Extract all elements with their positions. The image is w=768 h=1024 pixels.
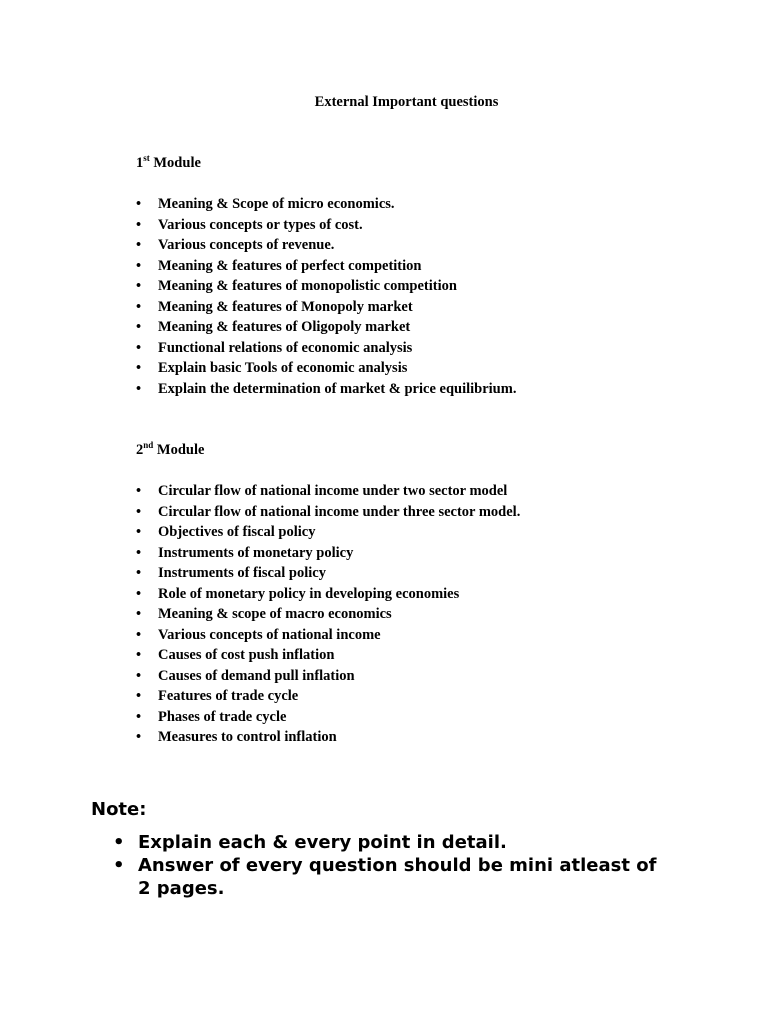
list-item (136, 358, 516, 379)
list-item (136, 604, 520, 625)
list-item (136, 256, 516, 277)
list-item (136, 317, 516, 338)
list-item (136, 522, 520, 543)
list-item (136, 338, 516, 359)
list-item (136, 543, 520, 564)
bullet-marker: • (136, 688, 142, 704)
list-item (136, 625, 520, 646)
bullet-marker: • (136, 606, 142, 622)
bullet-marker: • (136, 565, 142, 581)
bullet-marker: • (136, 298, 142, 315)
document-title: External Important questions (314, 94, 499, 110)
module-2-question-list (136, 481, 520, 748)
question-text: Instruments of fiscal policy (158, 565, 326, 581)
question-text: Causes of demand pull inflation (158, 667, 355, 684)
bullet-marker: • (136, 544, 142, 561)
list-item (136, 481, 520, 502)
question-text: Objectives of fiscal policy (158, 524, 316, 540)
question-text: Meaning & scope of macro economics (158, 606, 392, 622)
note-text: Explain each & every point in detail. (138, 832, 507, 853)
bullet-marker: • (136, 339, 142, 356)
question-text: Circular flow of national income under two sector model (158, 483, 508, 499)
question-text: Various concepts of revenue. (158, 237, 335, 253)
bullet-marker: • (136, 319, 142, 335)
bullet-marker: • (136, 196, 142, 212)
question-text: Various concepts or types of cost. (158, 216, 363, 233)
list-item (136, 727, 520, 748)
question-text: Phases of trade cycle (158, 708, 287, 725)
bullet-marker: • (136, 585, 142, 602)
module-2-heading (136, 441, 204, 459)
bullet-marker: • (136, 626, 142, 643)
list-item (136, 584, 520, 605)
bullet-marker: • (136, 708, 142, 725)
list-item (113, 854, 713, 900)
question-text: Meaning & features of Monopoly market (158, 298, 413, 315)
question-text: Explain the determination of market & price equilibrium. (158, 380, 517, 397)
question-text: Role of monetary policy in developing economies (158, 585, 460, 602)
bullet-marker: • (136, 237, 142, 253)
list-item (136, 502, 520, 523)
question-text: Meaning & features of perfect competition (158, 257, 422, 274)
note-text: Answer of every question should be mini atleast of 2 pages. (138, 855, 657, 899)
question-text: Meaning & Scope of micro economics. (158, 196, 395, 212)
note-heading: Note: (91, 799, 147, 820)
list-item (136, 297, 516, 318)
list-item (136, 235, 516, 256)
list-item (113, 831, 713, 854)
question-text: Circular flow of national income under three sector model. (158, 503, 521, 520)
bullet-marker: • (136, 216, 142, 233)
question-text: Meaning & features of monopolistic competition (158, 278, 457, 294)
bullet-marker: • (113, 855, 125, 876)
question-text: Explain basic Tools of economic analysis (158, 360, 408, 376)
question-text: Causes of cost push inflation (158, 647, 335, 663)
module-2-number: 2 (136, 442, 144, 458)
module-1-number: 1 (136, 155, 144, 171)
list-item (136, 666, 520, 687)
question-text: Measures to control inflation (158, 729, 337, 745)
bullet-marker: • (136, 667, 142, 684)
bullet-marker: • (136, 278, 142, 294)
list-item (136, 563, 520, 584)
question-text: Functional relations of economic analysis (158, 339, 413, 356)
bullet-marker: • (136, 360, 142, 376)
module-1-ordinal-suffix: st (143, 153, 150, 163)
bullet-marker: • (136, 524, 142, 540)
question-text: Meaning & features of Oligopoly market (158, 319, 411, 335)
module-1-label: Module (153, 155, 201, 171)
module-2-ordinal-suffix: nd (143, 440, 154, 450)
question-text: Instruments of monetary policy (158, 544, 354, 561)
module-2-label: Module (156, 442, 205, 458)
list-item (136, 645, 520, 666)
bullet-marker: • (136, 483, 142, 499)
bullet-marker: • (136, 380, 142, 397)
bullet-marker: • (136, 503, 142, 520)
list-item (136, 194, 516, 215)
list-item (136, 276, 516, 297)
question-text: Various concepts of national income (158, 626, 381, 643)
bullet-marker: • (113, 832, 125, 853)
list-item (136, 379, 516, 400)
question-text: Features of trade cycle (158, 688, 299, 704)
list-item (136, 707, 520, 728)
list-item (136, 686, 520, 707)
module-1-question-list (136, 194, 516, 399)
bullet-marker: • (136, 647, 142, 663)
list-item (136, 215, 516, 236)
bullet-marker: • (136, 257, 142, 274)
module-1-heading (136, 154, 201, 172)
note-list (113, 831, 713, 900)
bullet-marker: • (136, 729, 142, 745)
